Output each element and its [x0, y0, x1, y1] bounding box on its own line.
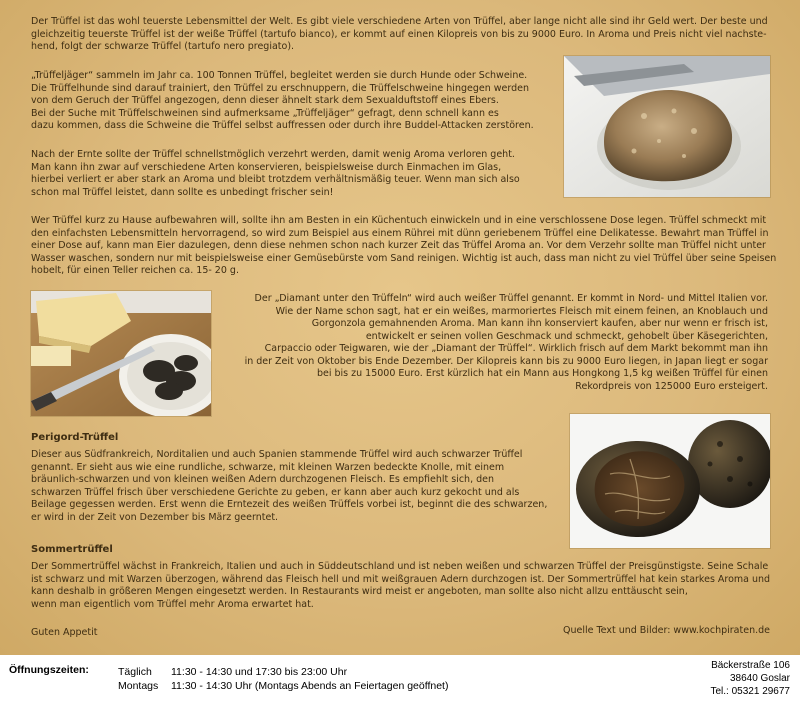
- truffle-hunters-paragraph: [31, 70, 551, 133]
- text-line: dazu kommen, dass die Schweine die Trüffel selbst auffressen oder durch ihre Buddel-Attacken zerstören.: [31, 120, 534, 131]
- text-line: den einfachsten Lebensmitteln hervorragend, so wird zum Beispiel aus einem Rührei mit dünn geriebenem Trüffel eine Delikatesse. Bewahrt man Trüffel in: [31, 227, 769, 239]
- text-line: hend, folgt der schwarze Trüffel (tartufo nero pregiato).: [31, 41, 295, 52]
- phone-number: Tel.: 05321 29677: [710, 686, 790, 697]
- text-line: Rekordpreis von 125000 Euro ersteigert.: [575, 380, 768, 392]
- text-line: Beilage gegessen werden. Erst wenn die Erntezeit des weißen Trüffels vorbei ist, beginnt die des schwarzen,: [31, 499, 548, 510]
- text-line: Carpaccio oder Teigwaren, wie der „Diamant der Trüffel“. Wirklich frisch auf dem Markt bekommt man ihn: [264, 343, 768, 354]
- perigord-heading: Perigord-Trüffel: [31, 432, 119, 443]
- text-line: wenn man eigentlich vom Trüffel mehr Aroma erwartet hat.: [31, 598, 314, 610]
- text-line: Wasser waschen, sondern nur mit beispielsweise einer Gemüsebürste vom Sand reinigen. Wichtig ist auch, dass man nicht zu viel Trüffel über seine Speisen: [31, 252, 777, 264]
- hours-row1-day: Täglich: [118, 666, 152, 678]
- black-truffles-photo: [570, 414, 770, 548]
- opening-hours-label: Öffnungszeiten:: [9, 664, 89, 676]
- text-line: Bei der Suche mit Trüffelschweinen sind aufmerksame „Trüffeljäger“ gefragt, denn schnell kann es: [31, 107, 499, 119]
- text-line: gleichzeitig teuerste Trüffel ist der weiße Trüffel (tartufo bianco), er kommt auf einen Kilopreis von bis zu 9000 Euro. In Aroma und Preis nicht viel nachste-: [31, 28, 767, 40]
- text-line: Der „Diamant unter den Trüffeln“ wird auch weißer Trüffel genannt. Er kommt in Nord- und Mittel Italien vor.: [254, 293, 768, 304]
- text-line: einer Dose auf, kann man Eier dazulegen, denn diese nehmen schon nach kurzer Zeit das Trüffel Aroma an. Vor dem Verzehr sollte man Trüffel nicht unter: [31, 240, 766, 251]
- hours-row2-time: 11:30 - 14:30 Uhr (Montags Abends an Feiertagen geöffnet): [171, 680, 449, 692]
- text-line: Der Trüffel ist das wohl teuerste Lebensmittel der Welt. Es gibt viele verschiedene Arten von Trüffel, aber lange nicht alle sind ihr Geld wert. Der beste und: [31, 16, 768, 27]
- source-credit: Quelle Text und Bilder: www.kochpiraten.de: [562, 625, 770, 636]
- address-city: 38640 Goslar: [729, 673, 790, 684]
- text-line: Dieser aus Südfrankreich, Norditalien und auch Spanien stammende Trüffel wird auch schwarzer Trüffel: [31, 449, 523, 460]
- white-truffle-paragraph: [235, 293, 768, 393]
- text-line: von dem Geruch der Trüffel angezogen, denn dieser ähnelt stark dem Sexualduftstoff eines Ebers.: [31, 95, 499, 106]
- text-line: hobelt, für einen Teller reichen ca. 15- 20 g.: [31, 265, 239, 276]
- text-line: er wird in der Zeit von Dezember bis März geerntet.: [31, 511, 279, 523]
- address-street: Bäckerstraße 106: [711, 660, 790, 671]
- text-line: schwarzen Trüffel frisch über verschiedene Gerichte zu geben, er kann aber auch kurz gekocht und als: [31, 486, 520, 498]
- summer-truffle-paragraph: [31, 561, 771, 611]
- footer: [0, 655, 800, 701]
- text-line: in der Zeit von Oktober bis Ende Dezember. Der Kilopreis kann bis zu 9000 Euro liegen, in Japan liegt er sogar: [244, 355, 768, 367]
- text-line: Gorgonzola gemahnenden Aroma. Man kann ihn konserviert kaufen, aber nur wenn er frisch ist,: [311, 318, 768, 329]
- text-line: Der Sommertrüffel wächst in Frankreich, Italien und auch in Süddeutschland und ist neben weißen und schwarzen Trüffel der Preisgünstigste. Seine Schale: [31, 561, 769, 572]
- shaved-truffle-photo: [31, 291, 211, 416]
- text-line: „Trüffeljäger“ sammeln im Jahr ca. 100 Tonnen Trüffel, begleitet werden sie durch Hunde oder Schweine.: [31, 70, 528, 81]
- text-line: hierbei verliert er aber stark an Aroma und bleibt trotzdem verhältnismäßig teuer. Wenn man sich also: [31, 174, 520, 185]
- text-line: Man kann ihn zwar auf verschiedene Arten konservieren, beispielsweise durch Einmachen im Glas,: [31, 161, 502, 173]
- text-line: entwickelt er seinen vollen Geschmack und schmeckt, gehobelt über Käsegerichten,: [365, 330, 768, 342]
- text-line: bräunlich-schwarzen und von kleinen weißen Adern durchzogenen Fleisch. Es empfiehlt sich, den: [31, 474, 495, 485]
- text-line: Wer Trüffel kurz zu Hause aufbewahren will, sollte ihn am Besten in ein Küchentuch einwickeln und in eine verschlossene Dose legen. Trüffel schmeckt mit: [31, 215, 767, 226]
- harvest-paragraph: [31, 149, 551, 199]
- text-line: genannt. Er sieht aus wie eine rundliche, schwarze, mit kleinen Warzen bedeckte Knolle, mit einem: [31, 461, 505, 473]
- hours-row1-time: 11:30 - 14:30 und 17:30 bis 23:00 Uhr: [171, 666, 348, 678]
- closing-text: Guten Appetit: [31, 627, 98, 638]
- summer-truffle-heading: Sommertrüffel: [31, 544, 113, 555]
- hours-row2-day: Montags: [118, 680, 159, 692]
- intro-paragraph: [31, 16, 771, 54]
- storage-paragraph: [31, 215, 777, 278]
- white-truffle-photo: [564, 56, 770, 197]
- text-line: Nach der Ernte sollte der Trüffel schnellstmöglich verzehrt werden, damit wenig Aroma verloren geht.: [31, 149, 515, 160]
- text-line: Wie der Name schon sagt, hat er ein weißes, marmoriertes Fleisch mit einem feinen, an Knoblauch und: [275, 305, 768, 317]
- text-line: schon mal Trüffel leistet, dann sollte es unbedingt frischer sein!: [31, 186, 334, 198]
- text-line: bei bis zu 15000 Euro. Erst kürzlich hat ein Mann aus Hongkong 1,5 kg weißen Trüffel für einen: [316, 368, 768, 379]
- perigord-paragraph: [31, 449, 561, 524]
- text-line: Die Trüffelhunde sind darauf trainiert, den Trüffel zu erschnuppern, die Trüffelschweine hingegen werden: [31, 82, 529, 94]
- text-line: kann deshalb in größeren Mengen eingesetzt werden. In Restaurants wird meist er angeboten, man sollte also nicht allzu enttäuscht sein,: [31, 586, 688, 597]
- text-line: ist schwarz und mit Warzen überzogen, während das Fleisch hell und mit weißgrauen Adern durchzogen ist. Der Sommertrüffel hat kein starkes Aroma und: [31, 573, 771, 585]
